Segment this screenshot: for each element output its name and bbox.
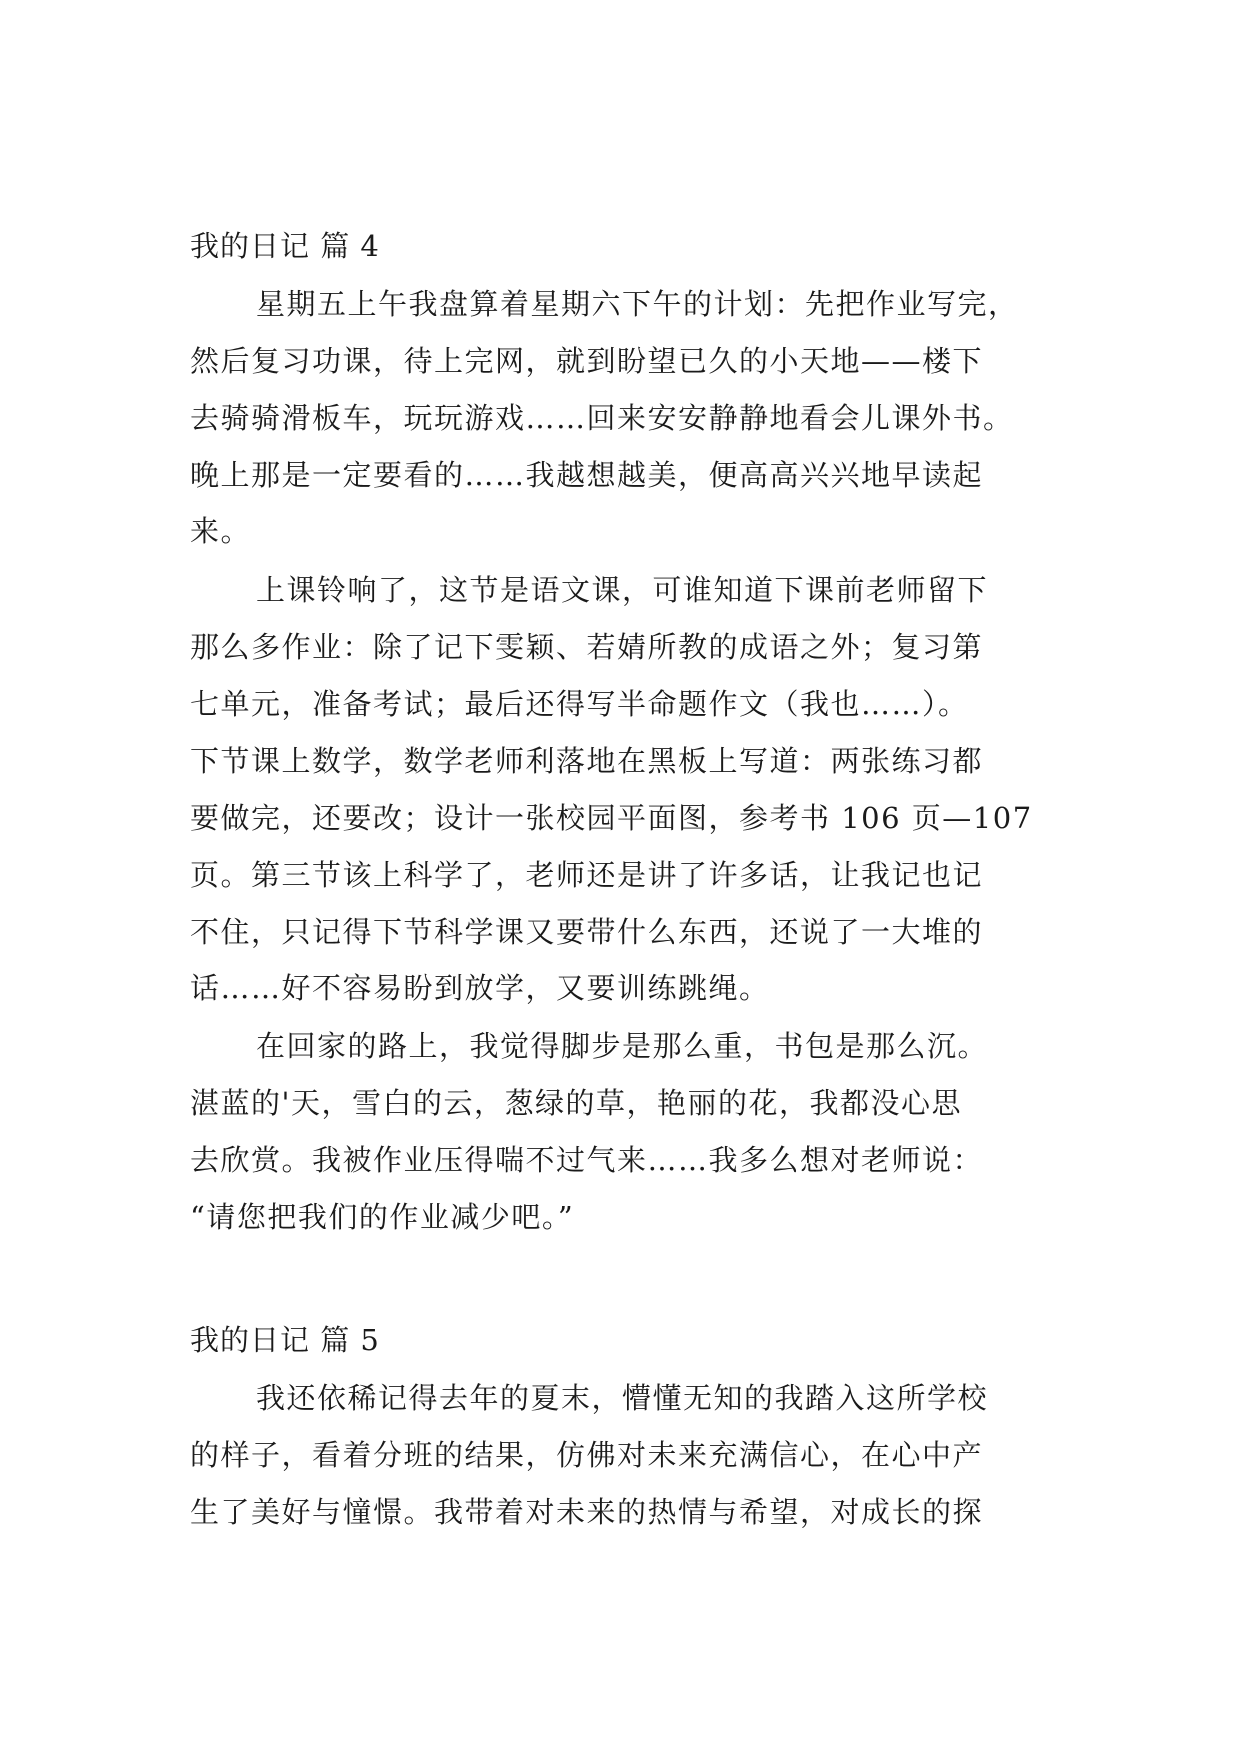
paragraph-line: 不住，只记得下节科学课又要带什么东西，还说了一大堆的 <box>190 915 984 949</box>
paragraph-line: 去欣赏。我被作业压得喘不过气来……我多么想对老师说： <box>190 1143 984 1177</box>
paragraph-line: 在回家的路上，我觉得脚步是那么重，书包是那么沉。 <box>256 1029 989 1063</box>
paragraph-line: 湛蓝的'天，雪白的云，葱绿的草，艳丽的花，我都没心思 <box>190 1086 962 1120</box>
paragraph-line: 星期五上午我盘算着星期六下午的计划：先把作业写完， <box>256 287 1019 321</box>
paragraph-line: “请您把我们的作业减少吧。” <box>190 1200 575 1234</box>
paragraph-line: 页。第三节该上科学了，老师还是讲了许多话，让我记也记 <box>190 858 984 892</box>
paragraph-line: 上课铃响了，这节是语文课，可谁知道下课前老师留下 <box>256 573 989 607</box>
paragraph-line: 我还依稀记得去年的夏末，懵懂无知的我踏入这所学校 <box>256 1381 989 1415</box>
paragraph-line: 去骑骑滑板车，玩玩游戏……回来安安静静地看会儿课外书。 <box>190 401 1014 435</box>
paragraph-line: 那么多作业：除了记下雯颖、若婧所教的成语之外；复习第 <box>190 630 984 664</box>
paragraph-line: 来。 <box>190 514 252 548</box>
paragraph-line: 的样子，看着分班的结果，仿佛对未来充满信心，在心中产 <box>190 1438 984 1472</box>
paragraph-line: 然后复习功课，待上完网，就到盼望已久的小天地——楼下 <box>190 344 984 378</box>
paragraph-line: 七单元，准备考试；最后还得写半命题作文（我也……）。 <box>190 687 969 721</box>
paragraph-line: 话……好不容易盼到放学，又要训练跳绳。 <box>190 971 770 1005</box>
section-4-heading: 我的日记 篇 4 <box>190 229 380 263</box>
paragraph-line: 下节课上数学，数学老师利落地在黑板上写道：两张练习都 <box>190 744 984 778</box>
paragraph-line: 晚上那是一定要看的……我越想越美，便高高兴兴地早读起 <box>190 458 984 492</box>
section-5-heading: 我的日记 篇 5 <box>190 1323 380 1357</box>
paragraph-line: 生了美好与憧憬。我带着对未来的热情与希望，对成长的探 <box>190 1495 984 1529</box>
paragraph-line: 要做完，还要改；设计一张校园平面图，参考书 106 页—107 <box>190 801 1033 835</box>
